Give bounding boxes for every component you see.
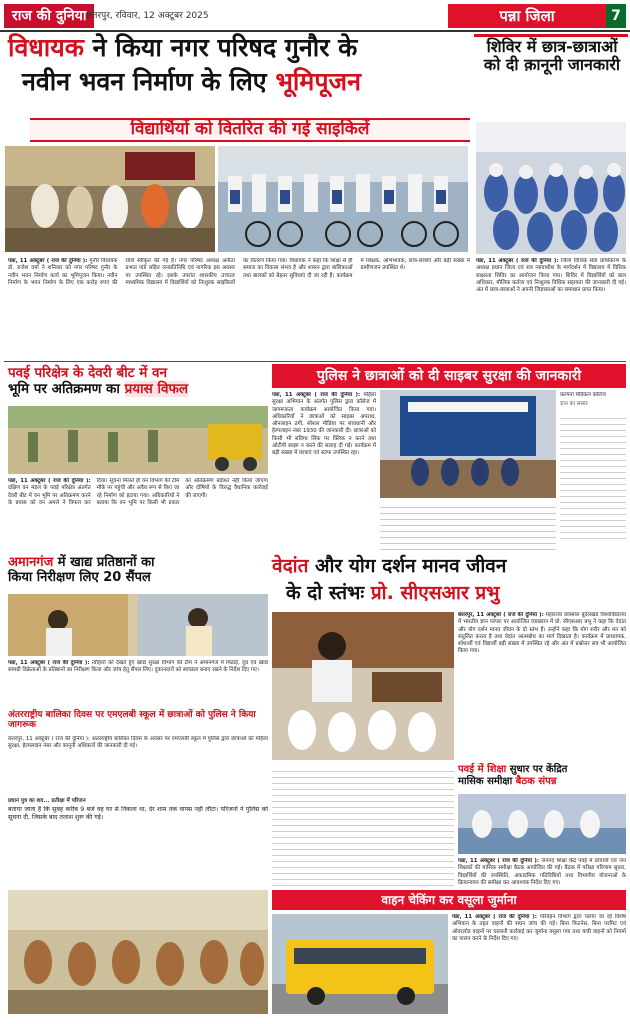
shiksha-headline-1: पवई में शिक्षा — [458, 764, 507, 775]
lead-photo-cycle-distribution — [218, 146, 468, 252]
khadya-headline-3: किया निरीक्षण लिए 20 सैंपल — [8, 569, 151, 585]
vedant-body-lead — [458, 612, 626, 760]
khadya-photo — [8, 594, 268, 656]
crowd-photo-icon — [8, 890, 268, 1014]
lead-headline-rest-2: नवीन भवन निर्माण के लिए — [22, 67, 267, 96]
cycle-distribution-photo-icon — [218, 146, 468, 252]
forest-site-photo-icon — [8, 406, 268, 474]
cyber-dateline: पन्ना, 11 अक्टूबर ( राज की दुनिया ): — [272, 392, 361, 398]
page-number: 7 — [606, 4, 626, 28]
lead-body — [8, 258, 470, 358]
lead-dateline: पन्ना, 11 अक्टूबर ( राज की दुनिया ): — [8, 258, 88, 264]
cyber-body-left — [272, 392, 376, 552]
lead-headline-rest-1: ने किया नगर परिषद गुनौर के — [92, 33, 358, 62]
divas-body: छतरपुर, 11 अक्टूबर ( राज की दुनिया ): अंतरराष्ट्रीय बालिका दिवस के अवसर पर एमएलबी स्कूल में पुलिस द्वारा छात्राओं को महिला सुरक्षा, हेल्पलाइन नंबर और कानूनी अधिकारों की जानकारी दी गई। — [8, 736, 268, 750]
banner-line1: कल्पना मेडिकल कॉलेज — [560, 392, 606, 398]
lead-subhead: विद्यार्थियों को वितरित की गई साइकिलें — [30, 118, 470, 142]
vahan-headline: वाहन चेकिंग कर वसूला जुर्माना — [272, 890, 626, 910]
banner-line2: ज्ञान का संसार — [560, 401, 588, 408]
vedant-headline-1: वेदांत — [272, 555, 309, 577]
vedant-dateline: छतरपुर, 11 अक्टूबर ( राज की दुनिया ): — [458, 612, 544, 618]
shiksha-dateline: पन्ना, 11 अक्टूबर ( राज की दुनिया ): — [458, 858, 540, 864]
bhoomipujan-photo-icon — [5, 146, 215, 252]
vahan-photo — [272, 914, 448, 1014]
shivir-dateline: पन्ना, 11 अक्टूबर ( राज की दुनिया ): — [476, 258, 559, 264]
cyber-side-column — [560, 392, 626, 552]
cyber-headline: पुलिस ने छात्राओं को दी साइबर सुरक्षा की जानकारी — [272, 364, 626, 388]
khadya-text: त्यौहारों को देखते हुए खाद्य सुरक्षा विभाग की टीम ने अमानगंज में मिठाई, दूध एवं खाद्य सामग्री विक्रेताओं के प्रतिष्ठानों का निरीक्षण किया और जांच हेतु सैंपल लिए। दुकानदारों को स्वच्छता बनाए रखने के निर्देश दिए गए। — [8, 660, 268, 674]
cyber-side-filler — [560, 413, 626, 543]
vedant-headline-2: और योग दर्शन मानव जीवन — [315, 555, 507, 577]
vedant-headline-line2 — [286, 583, 626, 605]
vedant-headline-3: के दो स्तंभः — [286, 582, 365, 604]
khadya-body — [8, 660, 268, 704]
divas-caption: प्रधान पुत्र का शव... प्रतीक्षा में परिजन — [8, 798, 86, 804]
khadya-headline-2: में खाद्य प्रतिष्ठानों का — [57, 555, 155, 570]
cyber-text: महिला सुरक्षा अभियान के अंतर्गत पुलिस द्वारा कॉलेज में जागरूकता कार्यक्रम आयोजित किया गया। अधिकारियों ने छात्राओं को साइबर अपराध, ऑनलाइन ठगी, सोशल मीडिया पर सावधानी और हेल्पलाइन नंबर 1930 की जानकारी दी। छात्राओं को किसी भी संदिग्ध लिंक पर क्लिक न करने तथा ओटीपी साझा न करने की सलाह दी गई। कार्यक्रम में बड़ी संख्या में छात्राएं एवं स्टाफ उपस्थित रहा। — [272, 392, 376, 457]
cyber-photo — [380, 390, 556, 498]
masthead-district: पन्ना जिला — [448, 4, 606, 28]
khadya-headline — [8, 556, 268, 586]
bus-photo-icon — [272, 914, 448, 1014]
lead-headline-word-bhoomipujan: भूमिपूजन — [275, 67, 361, 96]
bottom-left-photo — [8, 890, 268, 1014]
shiksha-text: जनपद शिक्षा केंद्र पवई में प्राचार्यों एवं जन शिक्षकों की मासिक समीक्षा बैठक आयोजित की गई। बैठक में परीक्षा परिणाम सुधार, विद्यार्थियों की उपस्थिति, अकादमिक गतिविधियों तथा विभागीय योजनाओं के क्रियान्वयन की समीक्षा कर आवश्यक निर्देश दिए गए। — [458, 858, 626, 886]
vahan-dateline: पन्ना, 11 अक्टूबर ( राज की दुनिया ): — [452, 914, 537, 920]
shiksha-headline-2: सुधार पर केंद्रित — [509, 764, 568, 775]
lecture-photo-icon — [272, 612, 454, 760]
food-inspection-photo-icon — [8, 594, 268, 656]
atikraman-headline-line2-wrap — [8, 382, 268, 398]
shivir-photo — [476, 122, 626, 254]
atikraman-dateline: पन्ना, 11 अक्टूबर ( राज की दुनिया ): — [8, 478, 91, 484]
meeting-photo-icon — [458, 794, 626, 854]
vahan-body — [452, 914, 626, 1014]
shivir-headline: शिविर में छात्र-छात्राओं को दी क़ानूनी जानकारी — [483, 37, 621, 75]
lead-text: गुनौर विधायक डॉ. राजेश वर्मा ने शनिवार को नगर परिषद गुनौर के नवीन भवन निर्माण कार्य का भूमिपूजन किया। नवीन निर्माण के भवन निर्माण के लिए एक करोड़ रुपए की राशि स्वीकृत की गई है। नगर परिषद अध्यक्ष अनीता प्रभात पांडे सहित जनप्रतिनिधि एवं नागरिक इस अवसर पर उपस्थित रहे। इसके उपरांत शासकीय उच्चतर माध्यमिक विद्यालय में विद्यार्थियों को निःशुल्क साइकिलों का वितरण किया गया। विधायक ने कहा कि शिक्षा से ही समाज का विकास संभव है और शासन द्वारा बालिकाओं तथा बालकों को बेहतर सुविधाएं दी जा रही हैं। कार्यक्रम में शिक्षक, अभिभावक, छात्र-छात्राएं और बड़ी संख्या में ग्रामीणजन उपस्थित थे। — [8, 258, 470, 286]
masthead-dateline: छतरपुर, रविवार, 12 अक्टूबर 2025 — [86, 11, 209, 21]
shivir-body — [476, 258, 626, 358]
khadya-dateline: पन्ना, 11 अक्टूबर ( राज की दुनिया ): — [8, 660, 90, 666]
khadya-headline-1: अमानगंज — [8, 555, 54, 570]
vedant-headline-4: प्रो. सीएसआर प्रभु — [370, 582, 500, 604]
cyber-body-filler — [380, 502, 556, 552]
lead-photo-bhoomipujan — [5, 146, 215, 252]
divas-body2: बताया जाता है कि सुबह करीब 9 बजे वह घर से निकला था, देर शाम तक वापस नहीं लौटा। परिजनों ने पुलिस को सूचना दी, जिसके बाद तलाश शुरू की गई। — [8, 806, 268, 822]
vedant-headline-line1 — [272, 556, 626, 578]
shiksha-photo — [458, 794, 626, 854]
atikraman-body — [8, 478, 268, 554]
divas-headline: अंतरराष्ट्रीय बालिका दिवस पर एमएलबी स्कूल में छात्राओं को पुलिस ने किया जागरूक — [8, 710, 256, 731]
vedant-body-continued — [272, 766, 454, 886]
divider — [4, 361, 626, 362]
college-event-photo-icon — [380, 390, 556, 498]
atikraman-headline-line2: भूमि पर अतिक्रमण का — [8, 380, 120, 397]
lead-headline-line1 — [8, 34, 470, 63]
atikraman-photo — [8, 406, 268, 474]
vedant-text: महाराजा छत्रसाल बुंदेलखंड विश्वविद्यालय में भारतीय ज्ञान परंपरा पर आयोजित व्याख्यान में प्रो. सीएसआर प्रभु ने कहा कि वेदांत और योग दर्शन मानव जीवन के दो स्तंभ हैं। उन्होंने कहा कि योग शरीर और मन को संतुलित करता है तथा वेदांत आत्मबोध का मार्ग दिखाता है। कार्यक्रम में प्राध्यापक, शोधार्थी एवं विद्यार्थी बड़ी संख्या में उपस्थित रहे और अंत में प्रश्नोत्तर सत्र भी आयोजित किया गया। — [458, 612, 626, 655]
vahan-text: परिवहन विभाग द्वारा चलाए जा रहे विशेष अभियान के तहत वाहनों की सघन जांच की गई। बिना फिटनेस, बिना परमिट एवं ओवरलोड वाहनों पर चालानी कार्रवाई कर जुर्माना वसूला गया तथा यात्री वाहनों को नियमों का पालन करने के निर्देश दिए गए। — [452, 914, 626, 942]
masthead-brand: राज की दुनिया — [4, 4, 94, 28]
shiksha-headline — [458, 764, 626, 787]
atikraman-text: दक्षिण वन मंडल के पवई परिक्षेत्र अंतर्गत देवरी बीट में वन भूमि पर अतिक्रमण करने के प्रयास को वन अमले ने विफल कर दिया। सूचना मिलते ही वन विभाग की टीम मौके पर पहुंची और अवैध रूप से किए जा रहे निर्माण को हटाया गया। अधिकारियों ने बताया कि वन भूमि पर किसी भी प्रकार का अतिक्रमण बर्दाश्त नहीं किया जाएगा और दोषियों के विरुद्ध वैधानिक कार्रवाई की जाएगी। — [8, 478, 268, 506]
vedant-photo-speaker — [272, 612, 454, 760]
lead-headline-word-vidhayak: विधायक — [8, 33, 84, 62]
lead-headline-line2 — [22, 68, 472, 97]
atikraman-headline — [8, 366, 268, 397]
atikraman-headline-line1: पवई परिक्षेत्र के देवरी बीट में वन — [8, 365, 167, 381]
shivir-text: जिला विधिक सेवा प्राधिकरण के अध्यक्ष प्रधान जिला एवं सत्र न्यायाधीश के मार्गदर्शन में विद्यालय में विधिक साक्षरता शिविर का आयोजन किया गया। शिविर में विद्यार्थियों को बाल अधिकार, मौलिक कर्तव्य एवं निःशुल्क विधिक सहायता की जानकारी दी गई। अंत में छात्र-छात्राओं ने अपनी जिज्ञासाओं का समाधान प्राप्त किया। — [476, 258, 626, 294]
shiksha-headline-4: बैठक संपन्न — [515, 775, 557, 787]
students-photo-icon — [476, 122, 626, 254]
shiksha-headline-3: मासिक समीक्षा — [458, 775, 513, 787]
atikraman-headline-line3: प्रयास विफल — [124, 380, 189, 397]
